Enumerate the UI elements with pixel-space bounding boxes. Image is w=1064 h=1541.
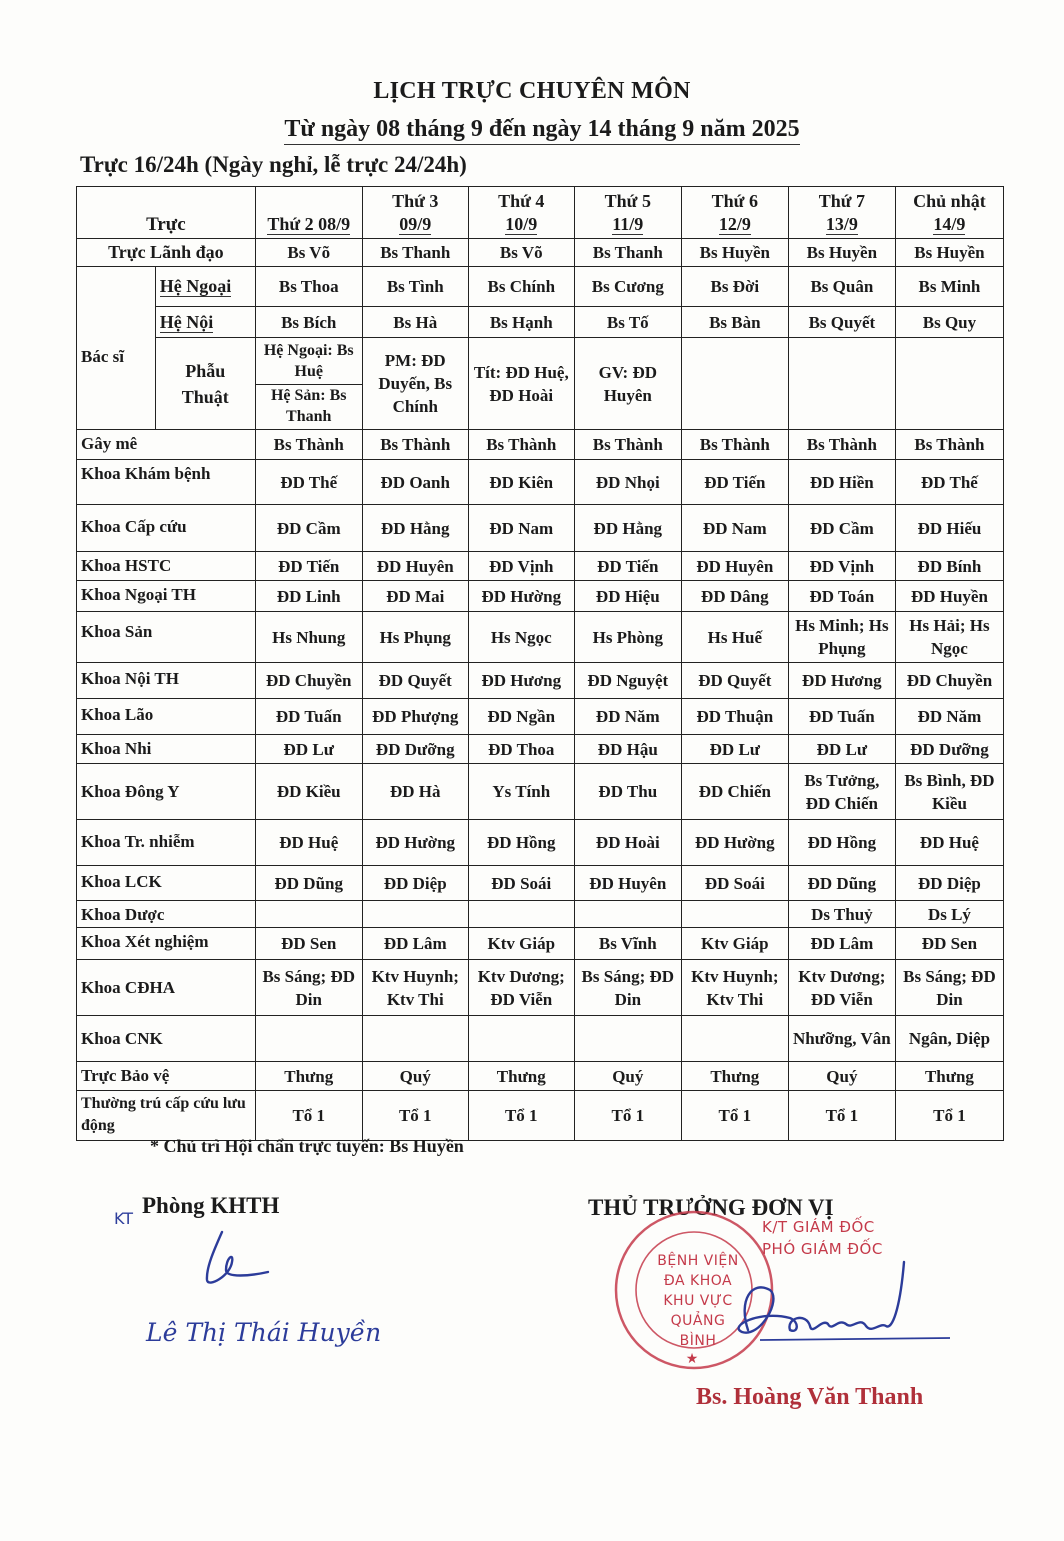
duty-cell: Bs Võ bbox=[468, 239, 574, 267]
duty-cell bbox=[468, 1016, 574, 1062]
day-header: Thứ 4 10/9 bbox=[468, 187, 574, 239]
duty-cell: Tổ 1 bbox=[788, 1091, 895, 1141]
duty-cell: Bs Huyền bbox=[788, 239, 895, 267]
duty-cell: ĐD Toán bbox=[788, 581, 895, 612]
duty-cell: ĐD Hiệu bbox=[574, 581, 681, 612]
duty-cell: Bs Thành bbox=[788, 430, 895, 460]
row-label: Khoa Lão bbox=[77, 699, 256, 735]
duty-cell: Hs Nhung bbox=[255, 612, 362, 663]
duty-cell: ĐD Mai bbox=[362, 581, 468, 612]
duty-cell: ĐD Nhọi bbox=[574, 460, 681, 505]
duty-cell: Tít: ĐD Huệ, ĐD Hoài bbox=[468, 338, 574, 430]
table-row bbox=[77, 764, 1004, 820]
row-label: Trực Lãnh đạo bbox=[77, 239, 256, 267]
duty-cell: Hs Hải; Hs Ngọc bbox=[895, 612, 1003, 663]
duty-cell: ĐD Tuấn bbox=[255, 699, 362, 735]
duty-cell: ĐD Tiến bbox=[255, 552, 362, 581]
duty-cell: Bs Thành bbox=[468, 430, 574, 460]
duty-cell: ĐD Chuyền bbox=[255, 663, 362, 699]
row-label: Khoa HSTC bbox=[77, 552, 256, 581]
duty-cell: ĐD Sen bbox=[255, 928, 362, 960]
duty-cell: ĐD Diệp bbox=[895, 866, 1003, 901]
row-label: Khoa Tr. nhiễm bbox=[77, 820, 256, 866]
duty-cell: Tổ 1 bbox=[255, 1091, 362, 1141]
noi-row bbox=[77, 307, 1004, 338]
day-header: Chủ nhật 14/9 bbox=[895, 187, 1003, 239]
duty-cell: ĐD Tiến bbox=[681, 460, 788, 505]
table-row bbox=[77, 581, 1004, 612]
row-label: Thường trú cấp cứu lưu động bbox=[77, 1091, 256, 1141]
duty-cell: ĐD Nguyệt bbox=[574, 663, 681, 699]
duty-cell: ĐD Tiến bbox=[574, 552, 681, 581]
duty-cell: Bs Thành bbox=[681, 430, 788, 460]
duty-cell: Bs Hạnh bbox=[468, 307, 574, 338]
table-row bbox=[77, 699, 1004, 735]
duty-cell: ĐD Kiều bbox=[255, 764, 362, 820]
duty-cell: ĐD Hậu bbox=[574, 735, 681, 764]
duty-cell: GV: ĐD Huyên bbox=[574, 338, 681, 430]
duty-cell: ĐD Hường bbox=[468, 581, 574, 612]
duty-cell: ĐD Chuyền bbox=[895, 663, 1003, 699]
duty-cell: Ktv Dương; ĐD Viễn bbox=[788, 960, 895, 1016]
duty-cell: ĐD Dưỡng bbox=[895, 735, 1003, 764]
duty-cell: Bs Thành bbox=[255, 430, 362, 460]
duty-cell: Thưng bbox=[255, 1062, 362, 1091]
duty-cell: ĐD Thu bbox=[574, 764, 681, 820]
duty-cell: Bs Thành bbox=[574, 430, 681, 460]
duty-cell: Ktv Huynh; Ktv Thi bbox=[681, 960, 788, 1016]
surgery-monday-cell bbox=[255, 338, 362, 430]
duty-cell: ĐD Thuận bbox=[681, 699, 788, 735]
duty-cell: Hs Phòng bbox=[574, 612, 681, 663]
signer-name: Bs. Hoàng Văn Thanh bbox=[696, 1384, 924, 1410]
duty-cell: Bs Thanh bbox=[574, 239, 681, 267]
day-header: Thứ 6 12/9 bbox=[681, 187, 788, 239]
duty-cell: ĐD Cầm bbox=[255, 505, 362, 552]
duty-cell bbox=[362, 901, 468, 928]
duty-cell: ĐD Huyên bbox=[681, 552, 788, 581]
surgery-monday-bottom: Hệ Sản: Bs Thanh bbox=[270, 387, 347, 425]
row-label: Trực Bảo vệ bbox=[77, 1062, 256, 1091]
duty-cell: Quý bbox=[362, 1062, 468, 1091]
stamp-deputy-text: K/T GIÁM ĐỐC PHÓ GIÁM ĐỐC bbox=[762, 1218, 883, 1258]
duty-cell: Tổ 1 bbox=[895, 1091, 1003, 1141]
duty-cell: Ktv Giáp bbox=[468, 928, 574, 960]
duty-cell: Ds Lý bbox=[895, 901, 1003, 928]
row-label: Hệ Ngoại bbox=[155, 267, 255, 307]
row-label: Khoa Ngoại TH bbox=[77, 581, 256, 612]
doctor-group-label: Bác sĩ bbox=[77, 267, 156, 430]
duty-cell: Bs Huyền bbox=[681, 239, 788, 267]
duty-cell: ĐD Soái bbox=[468, 866, 574, 901]
duty-cell: PM: ĐD Duyến, Bs Chính bbox=[362, 338, 468, 430]
ngoai-row bbox=[77, 267, 1004, 307]
duty-cell: ĐD Lâm bbox=[362, 928, 468, 960]
duty-cell: Thưng bbox=[468, 1062, 574, 1091]
row-label: Khoa CĐHA bbox=[77, 960, 256, 1016]
duty-cell: Ktv Huynh; Ktv Thi bbox=[362, 960, 468, 1016]
duty-cell bbox=[468, 901, 574, 928]
leader-row bbox=[77, 239, 1004, 267]
duty-cell bbox=[574, 901, 681, 928]
duty-cell bbox=[574, 1016, 681, 1062]
duty-cell: ĐD Lâm bbox=[788, 928, 895, 960]
duty-cell: ĐD Năm bbox=[895, 699, 1003, 735]
duty-cell: Bs Tình bbox=[362, 267, 468, 307]
duty-cell: Thưng bbox=[681, 1062, 788, 1091]
duty-cell: Bs Tưởng, ĐD Chiến bbox=[788, 764, 895, 820]
duty-cell: Thưng bbox=[895, 1062, 1003, 1091]
table-row bbox=[77, 866, 1004, 901]
left-signature-title: Phòng KHTH bbox=[142, 1193, 280, 1218]
duty-cell: Bs Sáng; ĐD Din bbox=[895, 960, 1003, 1016]
duty-cell: ĐD Vịnh bbox=[788, 552, 895, 581]
duty-cell: Bs Thoa bbox=[255, 267, 362, 307]
duty-cell: ĐD Năm bbox=[574, 699, 681, 735]
duty-cell: Bs Sáng; ĐD Din bbox=[574, 960, 681, 1016]
duty-cell: ĐD Hường bbox=[362, 820, 468, 866]
duty-cell: Bs Quân bbox=[788, 267, 895, 307]
duty-cell bbox=[895, 338, 1003, 430]
duty-cell: ĐD Kiên bbox=[468, 460, 574, 505]
date-range bbox=[0, 116, 1064, 143]
duty-cell: ĐD Thoa bbox=[468, 735, 574, 764]
duty-cell: ĐD Dũng bbox=[788, 866, 895, 901]
duty-cell: ĐD Diệp bbox=[362, 866, 468, 901]
duty-cell: Bs Quyết bbox=[788, 307, 895, 338]
date-range-text: Từ ngày 08 tháng 9 đến ngày 14 tháng 9 năm 2025 bbox=[284, 116, 799, 145]
table-row bbox=[77, 1016, 1004, 1062]
duty-cell: ĐD Nam bbox=[681, 505, 788, 552]
row-label: Khoa Khám bệnh bbox=[77, 460, 256, 505]
duty-cell: ĐD Hằng bbox=[362, 505, 468, 552]
duty-cell: ĐD Ngần bbox=[468, 699, 574, 735]
row-label: Khoa Cấp cứu bbox=[77, 505, 256, 552]
duty-cell: Bs Chính bbox=[468, 267, 574, 307]
row-label: Khoa CNK bbox=[77, 1016, 256, 1062]
table-row bbox=[77, 901, 1004, 928]
duty-cell: ĐD Huệ bbox=[255, 820, 362, 866]
row-label: Khoa Đông Y bbox=[77, 764, 256, 820]
duty-cell: ĐD Quyết bbox=[681, 663, 788, 699]
duty-cell: Bs Bình, ĐD Kiều bbox=[895, 764, 1003, 820]
duty-cell: ĐD Huyên bbox=[362, 552, 468, 581]
table-row bbox=[77, 960, 1004, 1016]
duty-cell: Quý bbox=[574, 1062, 681, 1091]
duty-cell: Hs Minh; Hs Phụng bbox=[788, 612, 895, 663]
duty-cell: ĐD Oanh bbox=[362, 460, 468, 505]
duty-cell: ĐD Huệ bbox=[895, 820, 1003, 866]
duty-cell: ĐD Lư bbox=[788, 735, 895, 764]
duty-cell: Hs Huế bbox=[681, 612, 788, 663]
duty-cell bbox=[681, 338, 788, 430]
day-header: Thứ 3 09/9 bbox=[362, 187, 468, 239]
duty-cell: Bs Quy bbox=[895, 307, 1003, 338]
duty-cell: Tổ 1 bbox=[681, 1091, 788, 1141]
duty-cell: ĐD Hiếu bbox=[895, 505, 1003, 552]
duty-cell: Ds Thuỷ bbox=[788, 901, 895, 928]
table-row bbox=[77, 1091, 1004, 1141]
duty-cell: Tổ 1 bbox=[468, 1091, 574, 1141]
footnote: * Chủ trì Hội chẩn trực tuyến: Bs Huyền bbox=[150, 1136, 464, 1156]
duty-cell: Bs Huyền bbox=[895, 239, 1003, 267]
duty-cell: Bs Thành bbox=[895, 430, 1003, 460]
row-label: Gây mê bbox=[77, 430, 256, 460]
right-signature-title: THỦ TRƯỞNG ĐƠN VỊ bbox=[588, 1195, 834, 1220]
duty-cell: Tổ 1 bbox=[574, 1091, 681, 1141]
duty-cell: ĐD Hường bbox=[681, 820, 788, 866]
duty-cell: ĐD Vịnh bbox=[468, 552, 574, 581]
duty-cell bbox=[681, 901, 788, 928]
duty-cell: Bs Vĩnh bbox=[574, 928, 681, 960]
duty-cell: Bs Bích bbox=[255, 307, 362, 338]
shift-note: Trực 16/24h (Ngày nghỉ, lễ trực 24/24h) bbox=[80, 152, 467, 177]
stamp-unit-text: BỆNH VIỆN ĐA KHOA KHU VỰC QUẢNG BÌNH bbox=[657, 1253, 739, 1349]
duty-cell: ĐD Dũng bbox=[255, 866, 362, 901]
duty-cell: ĐD Soái bbox=[681, 866, 788, 901]
table-row bbox=[77, 612, 1004, 663]
duty-cell: Bs Tố bbox=[574, 307, 681, 338]
duty-cell: Bs Hà bbox=[362, 307, 468, 338]
table-row bbox=[77, 552, 1004, 581]
duty-cell: ĐD Hà bbox=[362, 764, 468, 820]
duty-cell: ĐD Hương bbox=[468, 663, 574, 699]
row-label: Khoa Sản bbox=[77, 612, 256, 663]
table-row bbox=[77, 505, 1004, 552]
duty-schedule-table bbox=[76, 186, 1004, 1141]
duty-cell bbox=[255, 901, 362, 928]
duty-cell: Bs Bàn bbox=[681, 307, 788, 338]
duty-cell: Quý bbox=[788, 1062, 895, 1091]
duty-cell: ĐD Hoài bbox=[574, 820, 681, 866]
duty-cell: ĐD Hương bbox=[788, 663, 895, 699]
duty-cell: Bs Đời bbox=[681, 267, 788, 307]
surgery-monday-top: Hệ Ngoại: Bs Huệ bbox=[256, 340, 362, 385]
duty-cell: ĐD Hồng bbox=[468, 820, 574, 866]
row-label: Khoa LCK bbox=[77, 866, 256, 901]
corner-cell: Trực bbox=[77, 187, 256, 239]
row-label: Phẫu Thuật bbox=[155, 338, 255, 430]
duty-cell: Hs Ngọc bbox=[468, 612, 574, 663]
duty-cell bbox=[362, 1016, 468, 1062]
duty-cell: ĐD Dâng bbox=[681, 581, 788, 612]
duty-cell: ĐD Sen bbox=[895, 928, 1003, 960]
svg-text:★: ★ bbox=[685, 1351, 699, 1367]
table-row bbox=[77, 663, 1004, 699]
duty-cell: ĐD Lư bbox=[255, 735, 362, 764]
kt-mark: KT bbox=[114, 1209, 134, 1228]
duty-cell: Ys Tính bbox=[468, 764, 574, 820]
duty-cell: Bs Minh bbox=[895, 267, 1003, 307]
table-row bbox=[77, 460, 1004, 505]
day-header: Thứ 7 13/9 bbox=[788, 187, 895, 239]
row-label: Hệ Nội bbox=[155, 307, 255, 338]
duty-cell: Bs Võ bbox=[255, 239, 362, 267]
duty-cell: Bs Cương bbox=[574, 267, 681, 307]
table-row bbox=[77, 820, 1004, 866]
table-row bbox=[77, 735, 1004, 764]
duty-cell bbox=[788, 338, 895, 430]
duty-cell: ĐD Chiến bbox=[681, 764, 788, 820]
duty-cell: ĐD Hằng bbox=[574, 505, 681, 552]
duty-cell: Bs Thanh bbox=[362, 239, 468, 267]
left-handwritten-name: Lê Thị Thái Huyền bbox=[146, 1318, 382, 1347]
duty-cell: Tổ 1 bbox=[362, 1091, 468, 1141]
header-row bbox=[77, 187, 1004, 239]
duty-cell: Bs Thành bbox=[362, 430, 468, 460]
duty-cell: ĐD Phượng bbox=[362, 699, 468, 735]
duty-cell: ĐD Quyết bbox=[362, 663, 468, 699]
duty-cell: ĐD Linh bbox=[255, 581, 362, 612]
table-row bbox=[77, 1062, 1004, 1091]
duty-cell: Ktv Dương; ĐD Viễn bbox=[468, 960, 574, 1016]
duty-cell: ĐD Cầm bbox=[788, 505, 895, 552]
duty-cell: ĐD Nam bbox=[468, 505, 574, 552]
day-header: Thứ 2 08/9 bbox=[255, 187, 362, 239]
surgery-row bbox=[77, 338, 1004, 430]
row-label: Khoa Xét nghiệm bbox=[77, 928, 256, 960]
duty-cell: Hs Phụng bbox=[362, 612, 468, 663]
duty-cell: ĐD Dưỡng bbox=[362, 735, 468, 764]
duty-cell: ĐD Lư bbox=[681, 735, 788, 764]
row-label: Khoa Nhi bbox=[77, 735, 256, 764]
row-label: Khoa Dược bbox=[77, 901, 256, 928]
page-title: LỊCH TRỰC CHUYÊN MÔN bbox=[373, 78, 691, 104]
duty-cell bbox=[681, 1016, 788, 1062]
duty-cell: ĐD Huyên bbox=[574, 866, 681, 901]
duty-cell: ĐD Tuấn bbox=[788, 699, 895, 735]
duty-cell bbox=[255, 1016, 362, 1062]
duty-cell: ĐD Thế bbox=[255, 460, 362, 505]
duty-cell: Ngân, Diệp bbox=[895, 1016, 1003, 1062]
duty-cell: ĐD Thế bbox=[895, 460, 1003, 505]
table-row bbox=[77, 430, 1004, 460]
row-label: Khoa Nội TH bbox=[77, 663, 256, 699]
duty-cell: Nhưỡng, Vân bbox=[788, 1016, 895, 1062]
duty-cell: Bs Sáng; ĐD Din bbox=[255, 960, 362, 1016]
duty-cell: ĐD Huyền bbox=[895, 581, 1003, 612]
duty-cell: ĐD Bính bbox=[895, 552, 1003, 581]
duty-cell: Ktv Giáp bbox=[681, 928, 788, 960]
duty-cell: ĐD Hồng bbox=[788, 820, 895, 866]
table-row bbox=[77, 928, 1004, 960]
day-header: Thứ 5 11/9 bbox=[574, 187, 681, 239]
duty-cell: ĐD Hiền bbox=[788, 460, 895, 505]
